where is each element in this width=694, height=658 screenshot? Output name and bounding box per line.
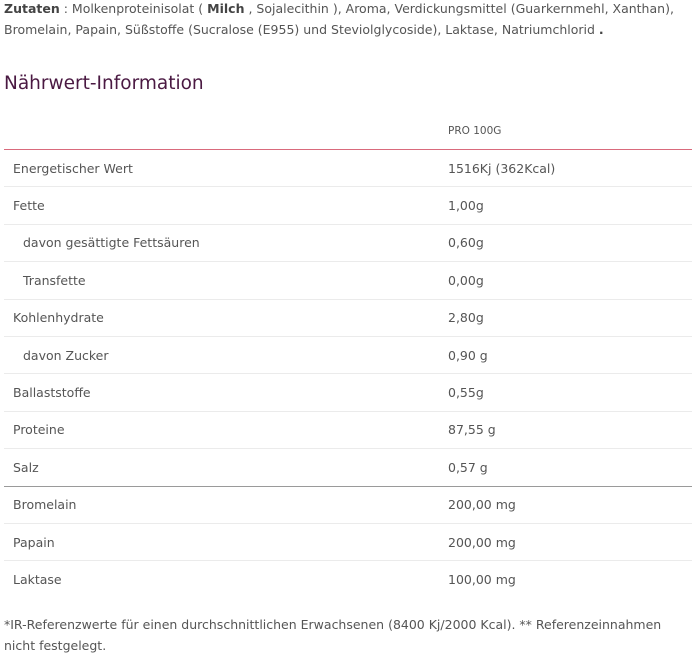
nutrient-value: 0,57 g <box>448 449 692 486</box>
ingredients-part-1: Molkenproteinisolat ( <box>71 1 208 16</box>
nutrient-label: Energetischer Wert <box>4 150 448 187</box>
nutrient-label: Ballaststoffe <box>4 374 448 411</box>
nutrient-value: 1516Kj (362Kcal) <box>448 150 692 187</box>
nutrient-value: 100,00 mg <box>448 571 516 587</box>
table-row <box>4 449 692 486</box>
header-label <box>4 112 448 150</box>
table-row <box>4 262 692 299</box>
ingredients-separator: : <box>59 1 72 16</box>
table-row <box>4 299 692 336</box>
nutrient-value: 87,55 g <box>448 411 692 448</box>
nutrient-label: Papain <box>4 523 448 560</box>
nutrient-value: 0,90 g <box>448 336 692 373</box>
table-row <box>4 374 692 411</box>
nutrient-label: Fette <box>4 187 448 224</box>
nutrient-value: 0,00g <box>448 262 692 299</box>
nutrient-value: 2,80g <box>448 299 692 336</box>
nutrient-label: Bromelain <box>4 486 448 523</box>
table-row <box>4 561 692 598</box>
table-header-row <box>4 112 692 150</box>
ingredients-label: Zutaten <box>4 1 60 16</box>
table-row <box>4 411 692 448</box>
nutrient-value: 200,00 mg <box>448 523 692 560</box>
nutrient-label: Kohlenhydrate <box>4 299 448 336</box>
ingredients-part-2: , Sojalecithin ), Aroma, Verdickungsmittel (Guarkernmehl, Xanthan), Bromelain, Papain, Süßstoffe (Sucralose (E955) und Steviolglycoside), Laktase, Natriumchlorid <box>4 1 674 37</box>
table-row <box>4 523 692 560</box>
header-per-100g: PRO 100G <box>448 112 692 150</box>
section-title: Nährwert-Information <box>4 73 204 94</box>
footnote: *IR-Referenzwerte für einen durchschnittlichen Erwachsenen (8400 Kj/2000 Kcal). ** Referenzeinnahmen nicht festgelegt. <box>4 617 662 653</box>
table-row <box>4 150 692 187</box>
nutrient-label: davon gesättigte Fettsäuren <box>4 224 448 261</box>
nutrient-value: 0,60g <box>448 224 692 261</box>
table-row <box>4 187 692 224</box>
table-row <box>4 336 692 373</box>
ingredients-text <box>4 0 688 40</box>
nutrient-value: 200,00 mg <box>448 486 692 523</box>
table-row <box>4 486 692 523</box>
table-row <box>4 224 692 261</box>
nutrient-value: 1,00g <box>448 187 692 224</box>
nutrient-label: Salz <box>4 449 448 486</box>
nutrient-label: Transfette <box>4 262 448 299</box>
nutrient-value: 0,55g <box>448 374 692 411</box>
ingredients-end: . <box>598 22 604 37</box>
nutrient-label: Laktase <box>13 571 62 587</box>
nutrient-label: davon Zucker <box>4 336 448 373</box>
allergen-milk: Milch <box>207 1 245 16</box>
nutrition-table <box>4 112 692 598</box>
nutrient-label: Proteine <box>4 411 448 448</box>
